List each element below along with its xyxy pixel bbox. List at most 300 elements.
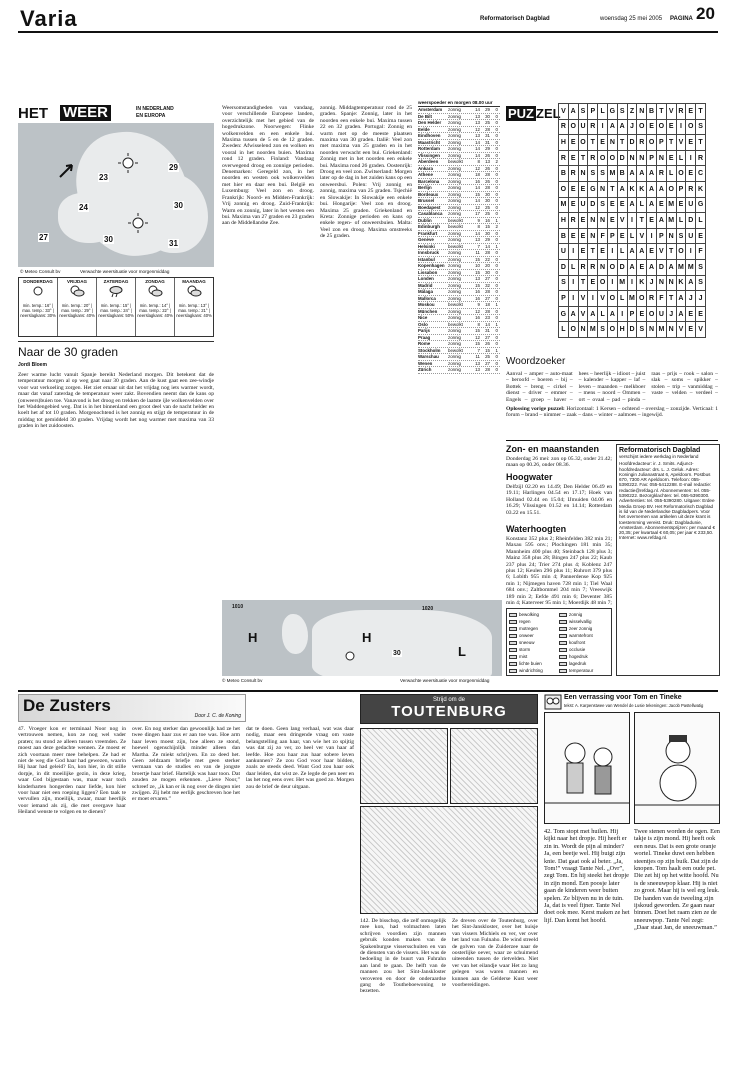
puzzle-cell: T — [587, 243, 598, 260]
city-table-cell: 31 — [485, 133, 490, 138]
puzzle-cell: K — [676, 275, 687, 292]
puzzle-cell: E — [666, 150, 677, 167]
city-table-cell: 0 — [495, 204, 498, 210]
puzzle-cell: E — [695, 306, 706, 323]
puzzle-cell: A — [627, 259, 638, 276]
wind-arrow-icon — [58, 163, 74, 179]
puzzle-cell: I — [627, 275, 638, 292]
puzzle-row — [558, 150, 720, 167]
legend-label: occlusie — [569, 647, 586, 652]
city-table-cell: Berlijn — [418, 185, 432, 190]
city-table-cell: 28 — [485, 185, 490, 190]
city-table-cell: 0 — [495, 276, 498, 281]
puzzle-solution-title: Oplossing vorige puzzel: — [506, 406, 565, 412]
puzzle-cell: T — [578, 275, 589, 292]
puzzle-cell: M — [617, 275, 628, 292]
forecast-day — [58, 278, 97, 336]
puzzle-cell: I — [607, 275, 618, 292]
puzzle-cell: A — [617, 181, 628, 198]
city-table-cell: zonnig — [448, 250, 461, 255]
puzzle-cell: F — [656, 290, 667, 307]
city-table-cell: 0 — [495, 172, 498, 177]
city-table-cell: 0 — [495, 360, 498, 366]
city-table-cell: 7 — [477, 243, 480, 249]
britain-land — [282, 614, 308, 654]
puzzle-cell: J — [627, 119, 638, 136]
puzzle-cell: O — [568, 321, 579, 338]
puzzle-cell: L — [568, 259, 579, 276]
weather-article-title: Naar de 30 graden — [18, 345, 119, 359]
city-table-cell: 30 — [485, 269, 490, 275]
legend-symbol-icon — [559, 662, 567, 666]
puzzle-cell: U — [578, 119, 589, 136]
puzzle-cell: O — [568, 119, 579, 136]
puzzle-cell: E — [646, 119, 657, 136]
forecast-day-name: DONDERDAG — [23, 279, 53, 284]
city-table-cell: 1 — [495, 321, 498, 327]
legend-item — [559, 667, 609, 674]
puzzle-cell: V — [558, 103, 569, 120]
legend-item — [509, 618, 559, 625]
colofon-box — [616, 444, 720, 676]
city-table-cell: bewolkt — [448, 224, 463, 229]
woordzoeker-title: Woordzoeker — [506, 356, 566, 367]
puzzle-row — [558, 306, 720, 323]
city-table-cell: zonnig — [448, 126, 461, 132]
page-header — [0, 0, 738, 32]
legend-label: mist — [519, 654, 528, 659]
page-label: PAGINA — [670, 16, 693, 22]
pressure-low: L — [458, 644, 466, 659]
sun-icon — [118, 153, 138, 173]
city-table-cell: 13 — [485, 159, 490, 164]
puzzle-cell: D — [656, 259, 667, 276]
puzzle-cell: O — [646, 306, 657, 323]
puzzle-cell: D — [627, 321, 638, 338]
city-table-cell: zonnig — [448, 230, 461, 236]
puzzle-cell: G — [587, 181, 598, 198]
city-table-cell: zonnig — [448, 191, 461, 197]
puzzle-row — [558, 275, 720, 292]
puzzle-cell: V — [636, 228, 647, 245]
city-table-cell: bewolkt — [448, 302, 463, 307]
city-table-cell: 1 — [495, 302, 498, 307]
city-table-cell: 28 — [485, 172, 490, 177]
colofon-text: Hoofdredacteur: ir. J. Smits. Adjunct-hoofdredacteur: drs. L. J. Geluk. Adres: Koningin Julianastraat 6, Apeldoorn. Postbus 670, 7300 AR Apeldoorn. Telefoon: 055-5390222. Fax: 055-5412288. E-mail redactie: redactie@refdag.nl. Abonnementen: tel. 055-5390222. Bezorgklachten: tel. 055-5390300. Advertenties: tel. 055-5390280. Uitgave: Erdee Media Groep BV. Het Reformatorisch Dagblad is lid van de Nederlandse Dagbladpers. Voor het overnemen van artikelen uit deze krant is toestemming vereist. Druk: Dagbladunie, Amsterdam. Abonnementsprijzen: per maand € 20,35; per kwartaal € 60,05; per jaar € 233,50. Internet: www.refdag.nl. — [619, 461, 716, 541]
puzzle-cell: P — [607, 228, 618, 245]
puzzle-cell: T — [587, 134, 598, 151]
puzzle-cell: E — [617, 197, 628, 214]
puzzle-cell: M — [656, 321, 667, 338]
puzzle-cell: R — [587, 259, 598, 276]
paper-name: Reformatorisch Dagblad — [480, 16, 550, 22]
legend-label: windrichting — [519, 668, 543, 673]
puzzle-cell: L — [627, 228, 638, 245]
legend-label: zeer zonnig — [569, 626, 593, 631]
puzzle-cell: I — [685, 150, 696, 167]
puzzle-cell: A — [676, 306, 687, 323]
legend-symbol-icon — [559, 627, 567, 631]
city-table-cell: 13 — [475, 120, 480, 125]
city-table-cell: Moskou — [418, 302, 435, 307]
puzzle-cell: Z — [627, 103, 638, 120]
city-table-cell: 14 — [475, 146, 480, 151]
puzzle-cell: V — [676, 134, 687, 151]
puzzle-cell: V — [666, 103, 677, 120]
city-table-cell: Vlissingen — [418, 152, 440, 158]
puzzle-cell: E — [685, 134, 696, 151]
city-table-cell: zonnig — [448, 178, 461, 184]
city-table-cell: Dublin — [418, 217, 432, 223]
puzzle-cell: V — [578, 290, 589, 307]
city-table-cell: 0 — [495, 341, 498, 346]
city-table-cell: Helsinki — [418, 243, 435, 249]
puzzle-cell: T — [607, 181, 618, 198]
puzzle-cell: N — [587, 228, 598, 245]
puzzle-cell: R — [558, 150, 569, 167]
city-table-cell: 0 — [495, 354, 498, 359]
puzzle-cell: I — [587, 290, 598, 307]
city-table-cell: Stockholm — [418, 347, 441, 353]
city-table-cell: 9 — [477, 217, 480, 223]
city-table-cell: 12 — [475, 204, 480, 210]
zusters-column-1: 47. Vroeger kon er terminaal Noor nog in vertrouwen nemen, kon ze nog wel vader praten; nu stond ze alleen tussen vreemden. Ze moest aan deze gedachte wennen. Ze moest er zich voortaan meer mee behelpen. Ze had er niet de weg die God haar had gewezen, waarin Hij haar had geleid? En, kon hier, in dit stille dorpje, in dit moeilijke gezin, in deze krieg, waar God bijgestaan was, maar waar toch kinderharten hongerden naar liefde, kon hier voor haar niet een roeping liggen? Een taak te vervullen zijn, moeilijk, zwaar, maar heerlijk voor iemand als zij, die met overgave haar Heiland wenste te volgen en te dienen? — [18, 726, 126, 816]
legend-label: wisselvallig — [569, 619, 592, 624]
puzzle-row — [558, 321, 720, 338]
city-table-cell: 28 — [485, 250, 490, 255]
sun-moon-title: Zon- en maanstanden — [506, 444, 600, 454]
forecast-details: min. temp.: 15° | max. temp.: 24° | neerslagkans: 50% — [98, 303, 134, 318]
puzzle-cell: E — [568, 134, 579, 151]
city-table-cell: 9 — [477, 302, 480, 307]
city-table-cell: zonnig — [448, 354, 461, 359]
city-table-cell: 15 — [485, 347, 490, 353]
puzzle-cell: A — [656, 212, 667, 229]
tom-tineke-strip — [544, 694, 720, 1064]
city-table-cell: 0 — [495, 211, 498, 216]
legend-label: regen — [519, 619, 531, 624]
puzzle-cell: K — [636, 275, 647, 292]
city-table-cell: Den Helder — [418, 120, 442, 125]
puzzle-cell: O — [636, 290, 647, 307]
city-table-cell: zonnig — [448, 276, 461, 281]
isobar-label: 1020 — [422, 606, 434, 612]
map-temp-5: 27 — [39, 233, 48, 242]
city-table-cell: 0 — [495, 120, 498, 125]
puzzle-row — [558, 197, 720, 214]
puzzle-cell: M — [627, 290, 638, 307]
map-temp-4: 30 — [174, 201, 183, 210]
city-table-cell: 8 — [477, 321, 480, 327]
city-table-cell: 13 — [475, 237, 480, 242]
map-temp: 30 — [393, 650, 401, 657]
legend-label: hogedruk — [569, 654, 588, 659]
city-table-cell: 0 — [495, 269, 498, 275]
city-table-cell: 11 — [475, 354, 480, 359]
city-weather-table — [418, 100, 500, 600]
puzzle-cell: I — [568, 243, 579, 260]
city-table-cell: Eindhoven — [418, 133, 441, 138]
puzzle-cell: P — [587, 103, 598, 120]
city-table-cell: 31 — [485, 139, 490, 145]
puzzle-cell: T — [666, 290, 677, 307]
city-table-cell: zonnig — [448, 269, 461, 275]
city-table-cell: 14 — [485, 243, 490, 249]
pressure-high: H — [362, 630, 372, 645]
zusters-header — [18, 694, 246, 722]
puzzle-cell: O — [597, 275, 608, 292]
city-table-cell: 14 — [475, 152, 480, 158]
puzzle-cell: S — [597, 197, 608, 214]
puzzle-cell: R — [587, 150, 598, 167]
puzzle-cell: I — [685, 243, 696, 260]
puzzle-cell: S — [676, 228, 687, 245]
city-table-cell: 25 — [485, 354, 490, 359]
puzzle-cell: E — [646, 243, 657, 260]
section-title: Varia — [20, 6, 78, 31]
city-table-cell: 22 — [485, 256, 490, 262]
city-table-cell: 0 — [495, 308, 498, 314]
puzzle-cell: J — [646, 275, 657, 292]
legend-item — [559, 639, 609, 646]
legend-item — [509, 646, 559, 653]
puzzle-cell: P — [676, 181, 687, 198]
forecast-day — [19, 278, 58, 336]
section-rule — [506, 440, 718, 441]
puzzle-cell: A — [636, 243, 647, 260]
city-table-cell: Praag — [418, 334, 431, 340]
city-table-cell: 0 — [495, 178, 498, 184]
city-table-cell: 2 — [495, 224, 498, 229]
puzzle-cell: E — [578, 228, 589, 245]
puzzle-cell: V — [578, 306, 589, 323]
puzzle-cell: E — [568, 197, 579, 214]
city-table-cell: 7 — [477, 347, 480, 353]
city-table-cell: Zürich — [418, 367, 432, 372]
city-table-cell: Amsterdam — [418, 107, 443, 112]
puzzle-cell: E — [597, 134, 608, 151]
banner-sub1: IN NEDERLAND — [136, 106, 174, 112]
city-table-cell: Eelde — [418, 126, 430, 132]
puzzle-cell: A — [646, 181, 657, 198]
puzzle-cell: M — [676, 259, 687, 276]
puzzle-cell: E — [636, 259, 647, 276]
city-table-cell: 26 — [485, 152, 490, 158]
puzzle-cell: O — [607, 321, 618, 338]
legend-item — [509, 639, 559, 646]
legend-label: motregen — [519, 626, 539, 631]
city-table-cell: 26 — [485, 341, 490, 346]
puzzle-cell: A — [646, 197, 657, 214]
toutenburg-banner — [360, 694, 538, 724]
city-table-cell: Rome — [418, 341, 431, 346]
puzzle-cell: K — [627, 181, 638, 198]
city-table-cell: zonnig — [448, 198, 461, 203]
legend-item — [559, 653, 609, 660]
forecast-day-name: MAANDAG — [182, 279, 206, 284]
legend-item — [509, 660, 559, 667]
city-table-cell: Ankara — [418, 165, 433, 171]
puzzle-cell: O — [597, 150, 608, 167]
city-table-cell: Nice — [418, 315, 428, 320]
puzzle-cell: A — [646, 259, 657, 276]
puzzle-cell: V — [695, 321, 706, 338]
city-table-cell: 14 — [475, 107, 480, 112]
page-number: 20 — [696, 4, 715, 23]
comic-panel — [544, 712, 630, 824]
puzzle-cell: A — [636, 165, 647, 182]
city-table-cell: Edinburgh — [418, 224, 440, 229]
banner-weer: WEER — [60, 105, 111, 121]
puzzle-cell: S — [695, 119, 706, 136]
city-table-cell: 17 — [475, 211, 480, 216]
legend-symbol-icon — [509, 613, 517, 617]
puzzle-cell: L — [676, 150, 687, 167]
puzzle-cell: O — [685, 119, 696, 136]
forecast-day-name: ZONDAG — [145, 279, 165, 284]
legend-symbol-icon — [509, 641, 517, 645]
zusters-title: De Zusters — [23, 696, 111, 715]
city-table-cell: 14 — [485, 321, 490, 327]
city-table-cell: 27 — [485, 360, 490, 366]
puzzle-title-zel: ZEL — [536, 106, 561, 121]
legend-item — [559, 618, 609, 625]
legend-label: warmtefront — [569, 633, 593, 638]
city-table-cell: Aberdeen — [418, 159, 439, 164]
puzzle-cell: T — [666, 134, 677, 151]
city-table-cell: 0 — [495, 146, 498, 151]
puzzle-cell: O — [578, 134, 589, 151]
legend-label: lagedruk — [569, 661, 587, 666]
city-table-cell: 30 — [485, 198, 490, 203]
puzzle-cell: R — [578, 259, 589, 276]
weather-legend — [506, 608, 612, 676]
comic-logo-icon — [544, 694, 562, 710]
city-table-cell: zonnig — [448, 107, 461, 112]
legend-item — [509, 611, 559, 618]
puzzle-cell: I — [617, 306, 628, 323]
city-table-cell: 25 — [485, 211, 490, 216]
city-table-cell: 26 — [485, 178, 490, 184]
colofon-subtitle: verschijnt iedere werkdag in Nederland — [619, 454, 699, 459]
five-day-forecast — [18, 277, 214, 337]
puzzle-cell: S — [695, 275, 706, 292]
waterhoogten-title: Waterhoogten — [506, 524, 567, 534]
puzzle-cell: R — [685, 181, 696, 198]
forecast-details: min. temp.: 20° | max. temp.: 29° | neerslagkans: 40% — [59, 303, 95, 318]
puzzle-cell: E — [568, 181, 579, 198]
puzzle-cell: E — [656, 197, 667, 214]
puzzle-solution-text: Horizontaal: 1 Kersen – ochtend – overslag – zonzijde. Verticaal: 1 forum – brand – nimmer – zaak – dans – winter – aalmoes – ingewijd. — [506, 406, 718, 419]
europe-weather-map — [222, 600, 502, 676]
puzzle-cell: T — [656, 103, 667, 120]
puzzle-cell: L — [636, 197, 647, 214]
puzzle-cell: I — [607, 243, 618, 260]
puzzle-cell: N — [578, 321, 589, 338]
forecast-details: min. temp.: 16° | max. temp.: 33° | neerslagkans: 30% — [20, 303, 56, 318]
puzzle-cell: R — [656, 165, 667, 182]
legend-symbol-icon — [509, 669, 517, 673]
city-table-cell: 16 — [475, 295, 480, 301]
puzzle-cell: O — [607, 150, 618, 167]
city-table-cell: 0 — [495, 295, 498, 301]
city-table-cell: 28 — [485, 289, 490, 294]
puzzle-cell: F — [695, 243, 706, 260]
puzzle-cell: R — [646, 290, 657, 307]
legend-item — [559, 625, 609, 632]
puzzle-cell: L — [558, 321, 569, 338]
city-table-cell: zonnig — [448, 204, 461, 210]
city-table-cell: Londen — [418, 276, 434, 281]
legend-label: onweer — [519, 633, 534, 638]
city-table-cell: 31 — [485, 328, 490, 333]
legend-item — [509, 625, 559, 632]
city-table-cell: 28 — [485, 367, 490, 372]
city-table-cell: 12 — [475, 126, 480, 132]
puzzle-cell: E — [685, 321, 696, 338]
city-table-cell: zonnig — [448, 139, 461, 145]
puzzle-cell: L — [597, 306, 608, 323]
puzzle-cell: U — [685, 228, 696, 245]
legend-item — [559, 646, 609, 653]
puzzle-cell: D — [617, 150, 628, 167]
city-table-cell: 0 — [495, 334, 498, 340]
puzzle-cell: P — [656, 134, 667, 151]
puzzle-cell: S — [597, 165, 608, 182]
city-table-cell: 15 — [485, 224, 490, 229]
city-table-cell: 28 — [485, 308, 490, 314]
city-table-cell: 25 — [485, 120, 490, 125]
puzzle-cell: L — [695, 212, 706, 229]
legend-column-right — [559, 611, 609, 673]
city-table-cell: 15 — [475, 328, 480, 333]
puzzle-cell: L — [617, 290, 628, 307]
city-table-cell: 27 — [485, 334, 490, 340]
city-table-cell: 16 — [475, 289, 480, 294]
rain-cloud-icon — [108, 284, 124, 298]
puzzle-cell: N — [666, 228, 677, 245]
puzzle-cell: N — [656, 275, 667, 292]
puzzle-cell: R — [676, 103, 687, 120]
city-table-cell: 14 — [475, 198, 480, 203]
puzzle-cell: A — [627, 197, 638, 214]
puzzle-cell: D — [558, 259, 569, 276]
city-table-cell: 10 — [475, 263, 480, 268]
puzzle-cell: J — [685, 290, 696, 307]
puzzle-cell: E — [587, 275, 598, 292]
city-table-cell: 29 — [485, 237, 490, 242]
forecast-details: min. temp.: 13° | max. temp.: 21° | neerslagkans: 40% — [176, 303, 212, 318]
puzzle-cell: N — [666, 275, 677, 292]
city-table-cell: 0 — [495, 289, 498, 294]
puzzle-cell: I — [597, 119, 608, 136]
puzzle-cell: E — [607, 197, 618, 214]
sun-cloud-icon — [186, 284, 202, 298]
puzzle-cell: B — [558, 228, 569, 245]
puzzle-cell: S — [617, 103, 628, 120]
puzzle-cell: R — [568, 212, 579, 229]
city-table-cell: Maastricht — [418, 139, 440, 145]
city-table-cell: Oslo — [418, 321, 428, 327]
comic-panel — [450, 728, 538, 804]
legend-label: temperatuur — [569, 668, 594, 673]
city-table-cell: 0 — [495, 113, 498, 119]
city-table-cell: zonnig — [448, 263, 461, 268]
city-table-cell: 0 — [495, 250, 498, 255]
puzzle-cell: A — [568, 306, 579, 323]
puzzle-row — [558, 181, 720, 198]
hoogwater-title: Hoogwater — [506, 472, 553, 482]
